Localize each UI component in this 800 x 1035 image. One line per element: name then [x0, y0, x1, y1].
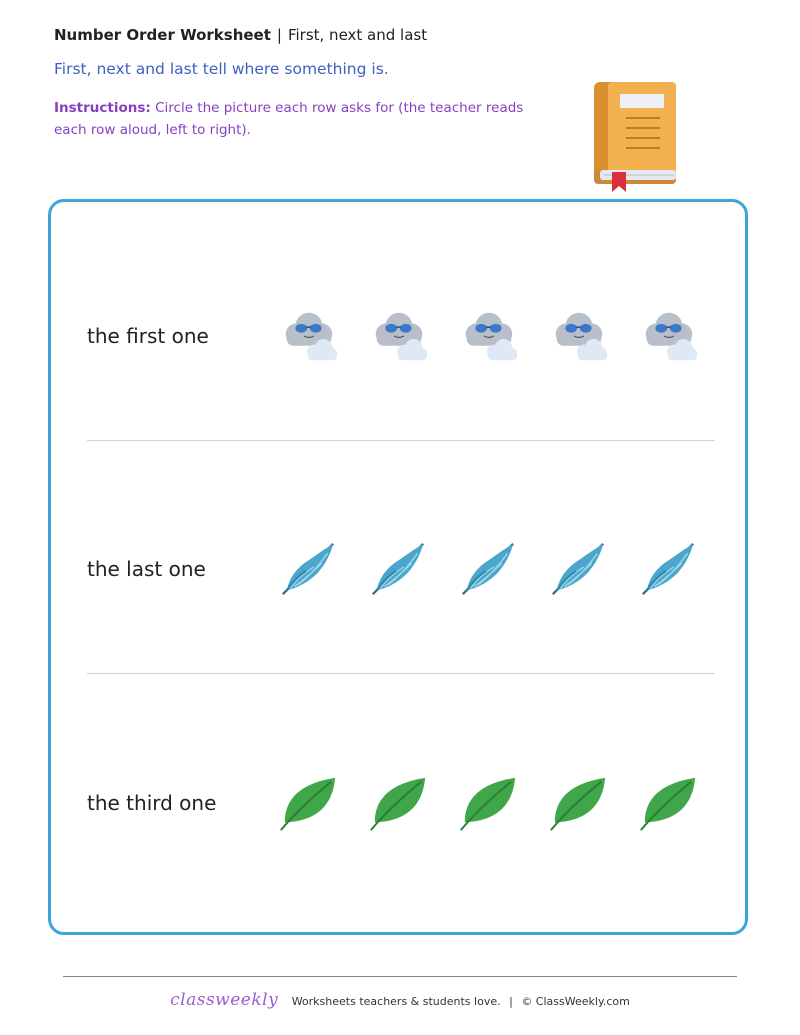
row-prompt: the third one: [87, 791, 217, 815]
footer-tagline: Worksheets teachers & students love.: [291, 995, 501, 1008]
cloud-sunglasses-icon[interactable]: [547, 305, 609, 367]
row-divider: [87, 673, 715, 674]
row-prompt: the last one: [87, 557, 206, 581]
book-icon: [590, 80, 680, 195]
footer-divider: [63, 976, 737, 977]
cloud-sunglasses-icon[interactable]: [457, 305, 519, 367]
picture-set: [277, 772, 699, 834]
cloud-sunglasses-icon[interactable]: [277, 305, 339, 367]
title-separator: |: [276, 26, 282, 44]
leaf-icon[interactable]: [457, 772, 519, 834]
leaf-icon[interactable]: [637, 772, 699, 834]
leaf-icon[interactable]: [367, 772, 429, 834]
footer: [0, 990, 800, 1010]
worksheet-title-topic: First, next and last: [287, 26, 428, 44]
brand-logo: classweekly: [170, 990, 279, 1010]
question-row: [51, 286, 745, 386]
instructions-label: Instructions:: [54, 100, 151, 116]
instructions: [54, 97, 554, 141]
row-divider: [87, 440, 715, 441]
leaf-icon[interactable]: [547, 772, 609, 834]
picture-set: [277, 305, 699, 367]
feather-icon[interactable]: [277, 538, 339, 600]
footer-copyright: © ClassWeekly.com: [521, 995, 630, 1008]
question-row: [51, 519, 745, 619]
feather-icon[interactable]: [637, 538, 699, 600]
picture-set: [277, 538, 699, 600]
footer-separator: |: [509, 995, 513, 1008]
instructions-text: Circle the picture each row asks for (the teacher reads each row aloud, left to right).: [54, 100, 524, 138]
question-row: [51, 753, 745, 853]
worksheet-title: [54, 26, 427, 44]
intro-text: First, next and last tell where something is.: [54, 60, 389, 78]
feather-icon[interactable]: [547, 538, 609, 600]
leaf-icon[interactable]: [277, 772, 339, 834]
row-prompt: the first one: [87, 324, 209, 348]
worksheet-panel: [48, 199, 748, 935]
feather-icon[interactable]: [367, 538, 429, 600]
cloud-sunglasses-icon[interactable]: [367, 305, 429, 367]
cloud-sunglasses-icon[interactable]: [637, 305, 699, 367]
feather-icon[interactable]: [457, 538, 519, 600]
worksheet-title-main: Number Order Worksheet: [54, 26, 271, 44]
